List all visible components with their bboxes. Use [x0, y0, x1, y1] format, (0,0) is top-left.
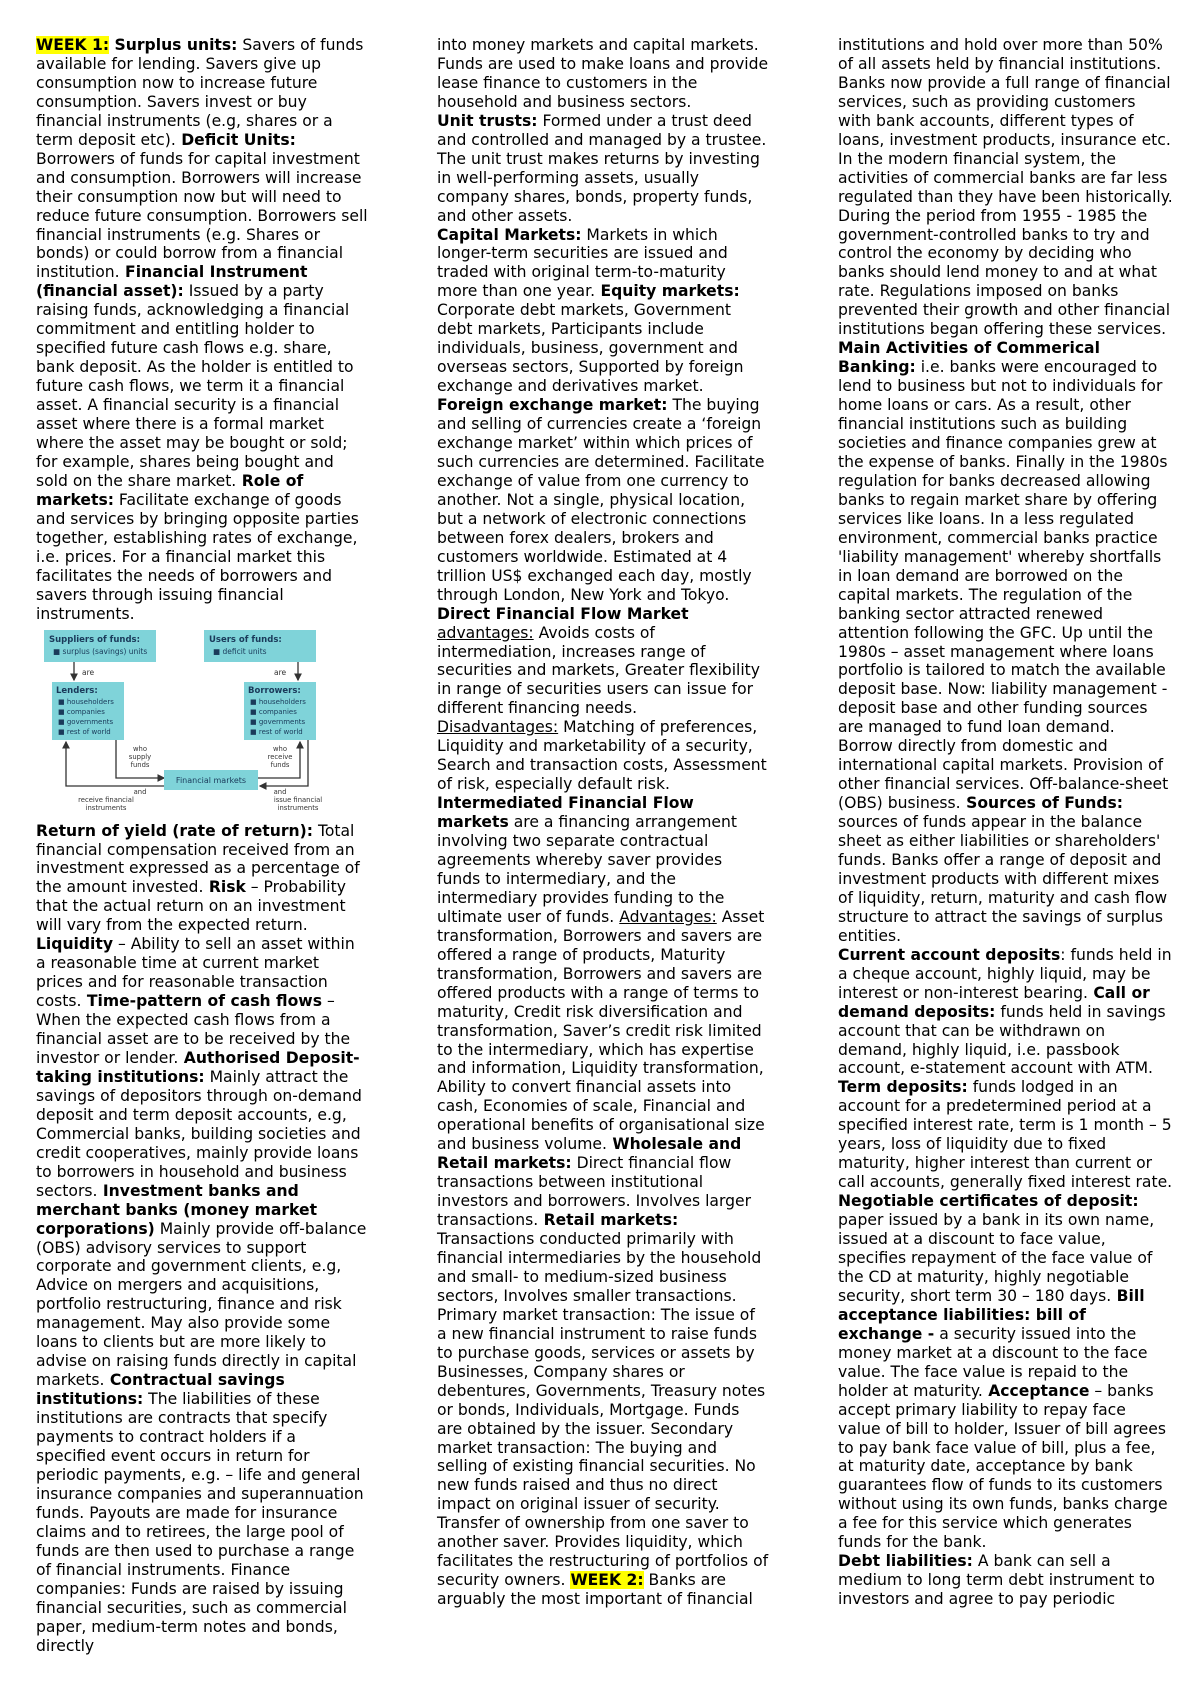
- body-text: – Probability that the actual return on an investment will vary from the expected return.: [36, 878, 346, 935]
- term-heading: Authorised Deposit-taking institutions:: [36, 1048, 360, 1086]
- body-text: i.e. banks were encouraged to lend to business but not to individuals for home loans or cars. As a result, other financial institutions such as building societies and finance companies grew at the expense of banks. Finally in the 1980s regulation for banks decreased allowing banks to regain market share by offering services like loans. In a less regulated environment, commercial banks practice 'liability management' whereby shortfalls in loan demand are borrowed on the capital markets. The regulation of the banking sector attracted renewed attention following the GFC. Up until the 1980s – asset management where loans portfolio is tailored to match the available deposit base. Now: liability management - deposit base and other funding sources are managed to fund loan demand. Borrow directly from domestic and international capital markets. Provision of other financial services. Off-balance-sheet (OBS) business.: [838, 358, 1169, 813]
- term-heading: Return of yield (rate of return):: [36, 821, 314, 840]
- body-text: – Ability to sell an asset within a reasonable time at current market prices and for reasonable transaction costs.: [36, 935, 355, 1011]
- paragraph: [36, 36, 368, 624]
- body-text: sources of funds appear in the balance sheet as either liabilities or shareholders' funds. Banks offer a range of deposit and investment products with different mixes of liquidity, return, maturity and cash flow structure to attract the savings of surplus entities.: [838, 813, 1168, 945]
- body-text: Transactions conducted primarily with financial intermediaries by the household and small- to medium-sized business sectors, Involves smaller transactions. Primary market transaction: The issue of a new financial instrument to raise funds to purchase goods, services or assets by Businesses, Company shares or debentures, Governments, Treasury notes or bonds, Individuals, Mortgage. Funds are obtained by the issuer. Secondary market transaction: The buying and selling of existing financial securities. No new funds raised and thus no direct impact on original issuer of security. Transfer of ownership from one saver to another saver. Provides liquidity, which facilitates the restructuring of portfolios of security owners.: [437, 1230, 769, 1590]
- term-heading: Investment banks and merchant banks (money market corporations): [36, 1181, 318, 1238]
- body-text: into money markets and capital markets. Funds are used to make loans and provide lease finance to customers in the household and business sectors.: [437, 36, 769, 111]
- body-text: institutions and hold over more than 50% of all assets held by financial institutions. Banks now provide a full range of financial services, such as providing customers with bank accounts, different types of loans, investment products, insurance etc. In the modern financial system, the activities of commercial banks are far less regulated than they have been historically. During the period from 1955 - 1985 the government-controlled banks to try and control the economy by deciding who banks should lend money to and at what rate. Regulations imposed on banks prevented their growth and other financial institutions began offering these services.: [838, 36, 1173, 339]
- advantages-label: Advantages:: [619, 907, 717, 926]
- body-text: – banks accept primary liability to repay face value of bill to holder, Issuer of bill agrees to pay bank face value of bill, plus a fee, at maturity date, acceptance by bank guarantees flow of funds to its customers without using its own funds, banks charge a fee for this service which generates funds for the bank.: [838, 1381, 1168, 1552]
- body-text: Matching of preferences, Liquidity and marketability of a security, Search and transaction costs, Assessment of risk, especially default risk.: [437, 718, 767, 794]
- body-text: Formed under a trust deed and controlled and managed by a trustee. The unit trust makes returns by investing in well-performing assets, usually company shares, bonds, property funds, and other assets.: [437, 111, 767, 225]
- term-heading: Role of markets:: [36, 471, 304, 509]
- body-text: The buying and selling of currencies create a ‘foreign exchange market’ within which prices of such currencies are determined. Facilitate exchange of value from one currency to another. Not a single, physical location, but a network of electronic connections between forex dealers, brokers and customers worldwide. Estimated at 4 trillion US$ exchanged each day, mostly through London, New York and Tokyo.: [437, 396, 765, 604]
- borrower-item: ■ companies: [250, 707, 297, 716]
- borrower-item: ■ householders: [250, 697, 306, 706]
- lenders-title: Lenders:: [56, 685, 98, 696]
- week-2-highlight: WEEK 2:: [570, 1571, 644, 1590]
- users-item: ■ deficit units: [213, 646, 267, 656]
- are-label: are: [274, 667, 287, 677]
- body-text: are a financing arrangement involving two separate contractual agreements whereby saver provides funds to intermediary, and the intermediary provides funding to the ultimate user of funds.: [437, 813, 737, 926]
- term-heading: Financial Instrument (financial asset):: [36, 263, 308, 301]
- body-text: Markets in which longer-term securities are issued and traded with original term-to-maturity more than one year.: [437, 225, 728, 301]
- are-label: are: [82, 667, 95, 677]
- body-text: funds held in savings account that can be withdrawn on demand, highly liquid, i.e. passbook account, e-statement account with ATM.: [838, 1002, 1166, 1078]
- who-receive-label: who receive funds: [267, 744, 293, 769]
- body-text: Issued by a party raising funds, acknowledging a financial commitment and entitling holder to specified future cash flows e.g. share, bank deposit. As the holder is entitled to future cash flows, we term it a financial asset. A financial security is a financial asset where there is a formal market where the asset may be bought or sold; for example, shares being bought and sold on the share market.: [36, 282, 354, 490]
- body-text: Mainly attract the savings of depositors through on-demand deposit and term deposit accounts, e.g, Commercial banks, building societies and credit cooperatives, mainly provide loans to borrowers in household and business sectors.: [36, 1067, 362, 1200]
- body-text: Direct financial flow transactions between institutional investors and borrowers. Involves larger transactions.: [437, 1154, 751, 1230]
- receive-instruments-label: receive financial instruments: [78, 795, 134, 812]
- body-text: Savers of funds available for lending. Savers give up consumption now to increase future consumption. Savers invest or buy financial instruments (e.g, shares or a term deposit etc).: [36, 36, 364, 149]
- suppliers-title: Suppliers of funds:: [49, 634, 140, 645]
- term-heading: Sources of Funds:: [960, 794, 1124, 813]
- body-text: The liabilities of these institutions are contracts that specify payments to contract holders if a specified event occurs in return for periodic payments, e.g. – life and general insurance companies and superannuation funds. Payouts are made for insurance claims and to retirees, the large pool of funds are then used to purchase a range of financial instruments. Finance companies: Funds are raised by issuing financial securities, such as commercial paper, medium-term notes and bonds, directly: [36, 1390, 364, 1655]
- term-heading: Time-pattern of cash flows: [81, 992, 322, 1011]
- body-text: paper issued by a bank in its own name, issued at a discount to face value, specifies repayment of the face value of the CD at maturity, highly negotiable security, short term 30 – 180 days.: [838, 1211, 1155, 1305]
- column-1: [36, 36, 368, 1655]
- lender-item: ■ householders: [58, 697, 114, 706]
- body-text: funds lodged in an account for a predetermined period at a specified interest rate, term is 1 month – 5 years, loss of liquidity due to fixed maturity, higher interest than current or call accounts, generally fixed interest rate.: [838, 1078, 1173, 1192]
- term-heading: Capital Markets:: [437, 225, 582, 244]
- body-text: Facilitate exchange of goods and services by bringing opposite parties together, establishing rates of exchange, i.e. prices. For a financial market this facilitates the needs of borrowers and savers through issuing financial instruments.: [36, 490, 359, 623]
- term-heading: Call or demand deposits:: [838, 983, 1150, 1021]
- lender-item: ■ companies: [58, 707, 105, 716]
- term-heading: Term deposits:: [838, 1078, 968, 1097]
- term-heading: Debt liabilities:: [838, 1552, 973, 1571]
- column-2: [437, 36, 769, 1609]
- term-heading: Foreign exchange market:: [437, 396, 668, 415]
- suppliers-item: ■ surplus (savings) units: [53, 646, 148, 656]
- body-text: Corporate debt markets, Government debt markets, Participants include individuals, business, government and overseas sectors, Supported by foreign exchange and derivatives market.: [437, 301, 744, 396]
- markets-label: Financial markets: [175, 775, 247, 785]
- paragraph: [437, 36, 769, 1609]
- borrower-item: ■ rest of world: [250, 727, 303, 736]
- body-text: : funds held in a cheque account, highly liquid, may be interest or non-interest bearing.: [838, 945, 1172, 1002]
- body-text: Banks are arguably the most important of financial: [437, 1571, 753, 1609]
- body-text: A bank can sell a medium to long term debt instrument to investors and agree to pay periodic: [838, 1552, 1155, 1609]
- who-supply-label: who supply funds: [128, 744, 152, 769]
- body-text: Borrowers of funds for capital investment and consumption. Borrowers will increase their consumption now but will need to reduce future consumption. Borrowers sell financial instruments (e.g. Shares or bonds) or could borrow from a financial institution.: [36, 149, 368, 282]
- term-heading: Intermediated Financial Flow markets: [437, 794, 694, 832]
- body-text: – When the expected cash flows from a financial asset are to be received by the investor or lender.: [36, 992, 351, 1067]
- issue-instruments-label: issue financial instruments: [273, 795, 323, 812]
- body-text: Total financial compensation received from an investment expressed as a percentage of the amount invested.: [36, 821, 360, 897]
- term-heading: Liquidity: [36, 935, 114, 954]
- column-3: [838, 36, 1173, 1609]
- term-heading: Wholesale and Retail markets:: [437, 1135, 742, 1173]
- borrowers-title: Borrowers:: [248, 685, 301, 696]
- term-heading: Deficit Units:: [175, 130, 296, 149]
- borrower-item: ■ governments: [250, 717, 306, 726]
- term-heading: Main Activities of Commerical Banking:: [838, 339, 1100, 377]
- financial-flow-diagram: [36, 628, 368, 818]
- lender-item: ■ governments: [58, 717, 114, 726]
- term-heading: Bill acceptance liabilities: bill of exchange -: [838, 1286, 1145, 1343]
- term-heading: Contractual savings institutions:: [36, 1371, 285, 1409]
- body-text: a security issued into the money market at a discount to the face value. The face value is repaid to the holder at maturity.: [838, 1324, 1148, 1400]
- term-heading: Negotiable certificates of deposit:: [838, 1192, 1139, 1211]
- advantages-label: advantages:: [437, 623, 534, 642]
- term-heading: Direct Financial Flow Market: [437, 604, 689, 623]
- body-text: Asset transformation, Borrowers and savers are offered a range of products, Maturity transformation, Borrowers and savers are offered products with a range of terms to maturity, Credit risk diversification and transformation, Saver’s credit risk limited to the intermediary, which has expertise and information, Liquidity transformation, Ability to convert financial assets into cash, Economies of scale, Financial and operational benefits of organisational size and business volume.: [437, 907, 765, 1154]
- term-heading: Acceptance: [982, 1381, 1090, 1400]
- term-heading: Risk: [203, 878, 246, 897]
- term-heading: Unit trusts:: [437, 111, 538, 130]
- users-title: Users of funds:: [209, 634, 282, 645]
- and-label: and: [133, 787, 147, 796]
- lender-item: ■ rest of world: [58, 727, 111, 736]
- term-heading: Current account deposits: [838, 945, 1061, 964]
- term-heading: Retail markets:: [538, 1211, 679, 1230]
- disadvantages-label: Disadvantages:: [437, 718, 559, 737]
- term-heading: Surplus units:: [109, 36, 238, 54]
- paragraph: [838, 36, 1173, 1609]
- and-label: and: [273, 787, 287, 796]
- term-heading: Equity markets:: [595, 282, 740, 301]
- body-text: Avoids costs of intermediation, increases range of securities and markets, Greater flexibility in range of securities users can issue for different financing needs.: [437, 623, 761, 718]
- paragraph: [36, 822, 368, 1656]
- body-text: Mainly provide off-balance (OBS) advisory services to support corporate and government clients, e.g, Advice on mergers and acquisitions, portfolio restructuring, finance and risk management. May also provide some loans to clients but are more likely to advise on raising funds directly in capital markets.: [36, 1219, 367, 1390]
- week-1-highlight: WEEK 1:: [36, 36, 110, 54]
